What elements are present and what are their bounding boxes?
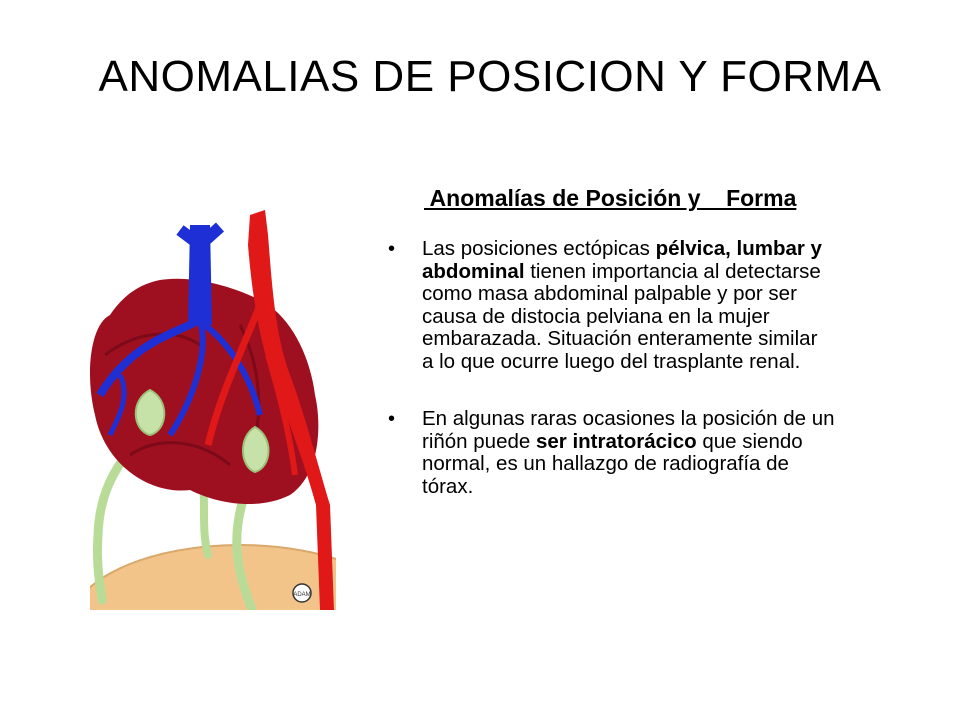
bullet-line: Las posiciones ectópicas pélvica, lumbar y — [422, 237, 822, 260]
bullet-item — [384, 408, 914, 498]
bullet-line: abdominal tienen importancia al detectarse — [422, 259, 821, 283]
bullet-line: como masa abdominal palpable y por ser — [422, 282, 797, 305]
bullet-line: tórax. — [422, 474, 474, 498]
slide-title: ANOMALIAS DE POSICION Y FORMA — [98, 52, 882, 101]
bullet-line: normal, es un hallazgo de radiografía de — [422, 452, 789, 475]
bullet-line: En algunas raras ocasiones la posición de un — [422, 407, 835, 430]
bullet-marker: • — [388, 408, 396, 430]
slide-content — [384, 182, 914, 533]
bullet-line: a lo que ocurre luego del trasplante renal. — [422, 349, 801, 373]
kidney-anomaly-illustration — [90, 205, 336, 610]
bullet-line: causa de distocia pelviana en la mujer — [422, 304, 770, 328]
bullet-marker: • — [388, 238, 396, 260]
bullet-line: embarazada. Situación enteramente similar — [422, 327, 818, 350]
section-subtitle: Anomalías de Posición y Forma — [424, 185, 797, 211]
bullet-line: riñón puede ser intratorácico que siendo — [422, 429, 803, 453]
bullet-item — [384, 238, 914, 373]
adam-logo-text: ADAM — [293, 592, 311, 598]
